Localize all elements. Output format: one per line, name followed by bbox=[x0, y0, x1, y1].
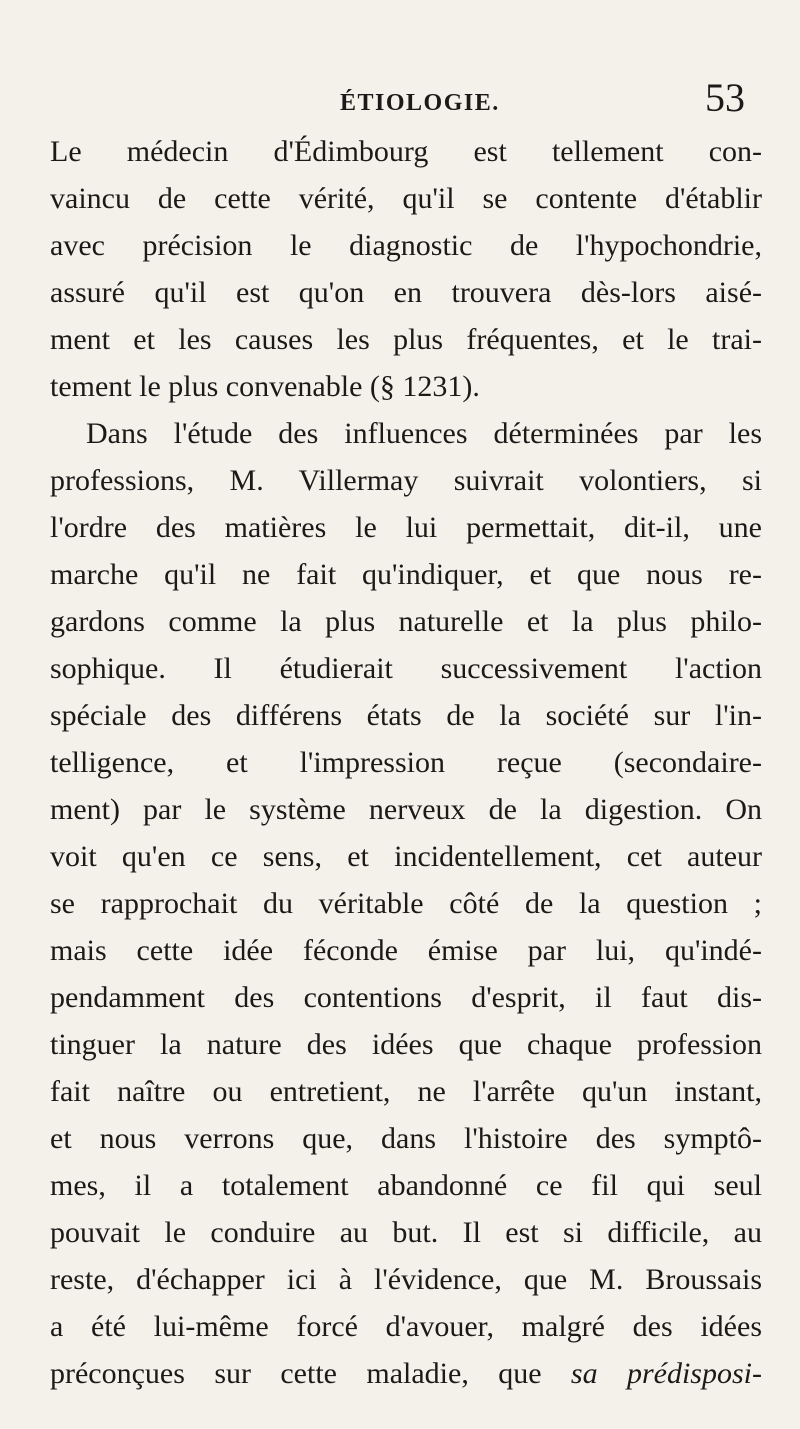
running-title: ÉTIOLOGIE. bbox=[340, 90, 500, 116]
text-line: pendamment des contentions d'esprit, il faut dis- bbox=[50, 981, 762, 1014]
text-line: ment) par le système nerveux de la digestion. On bbox=[50, 793, 762, 826]
text-line: l'ordre des matières le lui permettait, dit-il, une bbox=[50, 511, 762, 544]
text-line: ment et les causes les plus fréquentes, et le trai- bbox=[50, 323, 762, 356]
text-line: tinguer la nature des idées que chaque profession bbox=[50, 1028, 762, 1061]
text-line: mes, il a totalement abandonné ce fil qui seul bbox=[50, 1169, 762, 1202]
text-line: avec précision le diagnostic de l'hypochondrie, bbox=[50, 229, 762, 262]
text-line: gardons comme la plus naturelle et la plus philo- bbox=[50, 605, 762, 638]
text-line: fait naître ou entretient, ne l'arrête qu'un instant, bbox=[50, 1075, 762, 1108]
last-line-roman: préconçues sur cette maladie, que bbox=[50, 1357, 542, 1390]
text-line: Dans l'étude des influences déterminées par les bbox=[86, 417, 762, 450]
text-line: sophique. Il étudierait successivement l'action bbox=[50, 652, 762, 685]
text-line: tement le plus convenable (§ 1231). bbox=[50, 370, 480, 403]
running-head bbox=[0, 75, 800, 128]
text-line: spéciale des différens états de la société sur l'in- bbox=[50, 699, 762, 732]
text-line: voit qu'en ce sens, et incidentellement, cet auteur bbox=[50, 840, 762, 873]
text-line: Le médecin d'Édimbourg est tellement con- bbox=[50, 135, 762, 168]
body-text bbox=[50, 128, 762, 1397]
text-line: vaincu de cette vérité, qu'il se contente d'établir bbox=[50, 182, 762, 215]
text-line: professions, M. Villermay suivrait volontiers, si bbox=[50, 464, 762, 497]
text-line: assuré qu'il est qu'on en trouvera dès-lors aisé- bbox=[50, 276, 762, 309]
text-line-last bbox=[50, 1350, 762, 1397]
text-line: se rapprochait du véritable côté de la question ; bbox=[50, 887, 762, 920]
last-line-italic: sa prédisposi- bbox=[570, 1357, 762, 1390]
text-line: et nous verrons que, dans l'histoire des symptô- bbox=[50, 1122, 762, 1155]
text-line: marche qu'il ne fait qu'indiquer, et que nous re- bbox=[50, 558, 762, 591]
text-line: reste, d'échapper ici à l'évidence, que M. Broussais bbox=[50, 1263, 762, 1296]
text-line: mais cette idée féconde émise par lui, qu'indé- bbox=[50, 934, 762, 967]
text-line: telligence, et l'impression reçue (secondaire- bbox=[50, 746, 762, 779]
text-line: pouvait le conduire au but. Il est si difficile, au bbox=[50, 1216, 762, 1249]
text-line: a été lui-même forcé d'avouer, malgré des idées bbox=[50, 1310, 762, 1343]
page-number: 53 bbox=[705, 75, 745, 120]
